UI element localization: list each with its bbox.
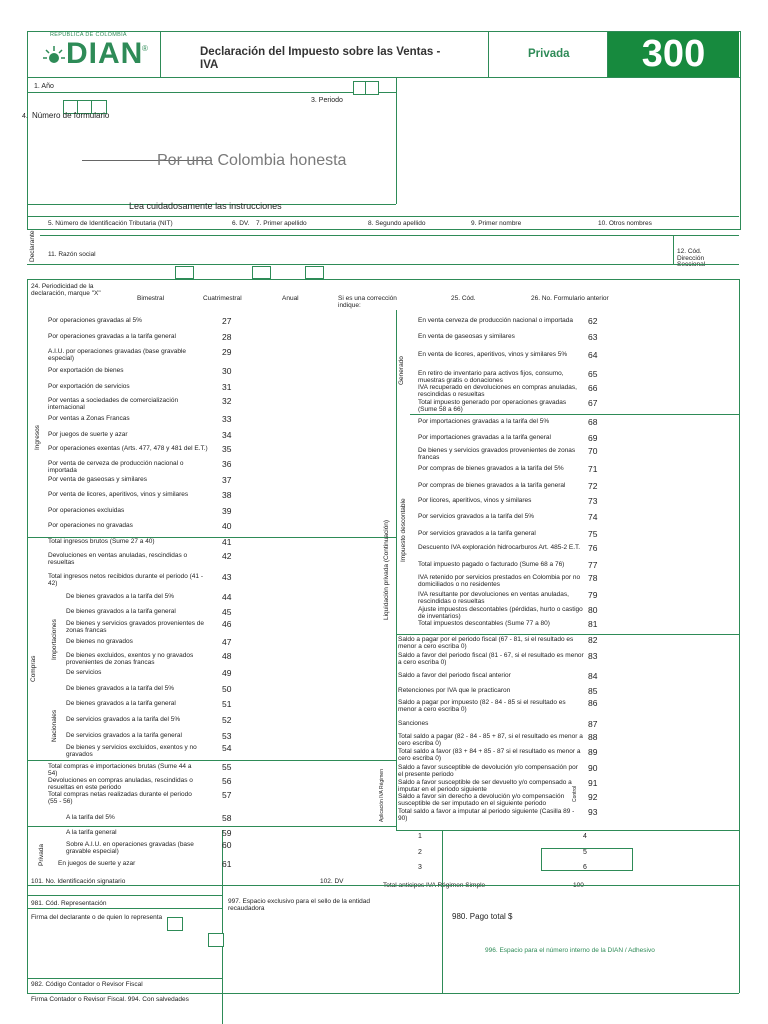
f980-label: 980. Pago total $	[452, 912, 513, 921]
ingresos-row-33-number: 33	[222, 414, 232, 424]
ingresos-row-43-label: Total ingresos netos recibidos durante el periodo (41 - 42)	[48, 573, 204, 587]
generado-row-65-label: En retiro de inventario para activos fijos, consumo, muestras gratis o donaciones	[418, 370, 564, 384]
saldos-row-87-label: Sanciones	[398, 720, 429, 727]
anio-box-2[interactable]	[365, 81, 379, 95]
num-form-prefix: 4.	[22, 113, 28, 120]
generado-row-62-label: En venta cerveza de producción nacional o importada	[418, 317, 574, 324]
saldos-row-88-number: 88	[588, 732, 598, 742]
saldos-row-86-number: 86	[588, 698, 598, 708]
privada-row-58-label: A la tarifa del 5%	[66, 814, 115, 821]
descontable-row-76-label: Descuento IVA exploración hidrocarburos Art. 485-2 E.T.	[418, 544, 581, 551]
lea-instrucciones: Lea cuidadosamente las instrucciones	[129, 201, 282, 211]
compras-row-50-label: De bienes gravados a la tarifa del 5%	[66, 685, 175, 692]
ingresos-row-28-label: Por operaciones gravadas a la tarifa general	[48, 333, 176, 340]
compras-row-52-label: De servicios gravados a la tarifa del 5%	[66, 716, 181, 723]
ingresos-row-40-number: 40	[222, 521, 232, 531]
aplicacion-side: Aplicación IVA Régimen	[379, 769, 385, 822]
saldos-row-89-number: 89	[588, 747, 598, 757]
regimen-4: 4	[583, 833, 587, 840]
firma-contador-label: Firma Contador o Revisor Fiscal. 994. Con salvedades	[31, 996, 189, 1003]
importaciones-side: Importaciones	[51, 619, 58, 660]
form-title	[200, 46, 440, 72]
liquidacion-side: Liquidación privada (Continuación)	[383, 519, 390, 620]
ingresos-row-41-number: 41	[222, 537, 232, 547]
num-100: 100	[573, 882, 584, 889]
generado-row-66-number: 66	[588, 383, 598, 393]
compras-row-47-label: De bienes no gravados	[66, 638, 133, 645]
regimen-5: 5	[583, 849, 587, 856]
compras-row-50-number: 50	[222, 684, 232, 694]
ingresos-row-33-label: Por ventas a Zonas Francas	[48, 415, 130, 422]
compras-row-57-label: Total compras netas realizadas durante el periodo (55 - 56)	[48, 791, 192, 805]
correccion-label: Si es una corrección indique:	[338, 295, 397, 309]
compras-row-57-number: 57	[222, 790, 232, 800]
form-anterior-label: 26. No. Formulario anterior	[531, 295, 609, 302]
periodo-label: 3. Periodo	[311, 97, 343, 104]
compras-row-55-label: Total compras e importaciones brutas (Sume 44 a 54)	[48, 763, 192, 777]
generado-row-67-number: 67	[588, 398, 598, 408]
descontable-row-81-label: Total impuestos descontables (Sume 77 a 80)	[418, 620, 550, 627]
descontable-row-68-label: Por importaciones gravadas a la tarifa del 5%	[418, 418, 550, 425]
saldos-row-87-number: 87	[588, 719, 598, 729]
nit-label: 5. Número de Identificación Tributaria (NIT)	[48, 220, 173, 227]
compras-row-51-number: 51	[222, 699, 232, 709]
ingresos-side: Ingresos	[34, 425, 41, 450]
descontable-row-73-label: Por licores, aperitivos, vinos y similares	[418, 497, 532, 504]
saldos-row-93-number: 93	[588, 807, 598, 817]
num-form-label: Número de formulario	[32, 111, 110, 120]
descontable-row-75-number: 75	[588, 529, 598, 539]
ingresos-row-35-number: 35	[222, 444, 232, 454]
ingresos-row-43-number: 43	[222, 572, 232, 582]
regimen-2: 2	[418, 849, 422, 856]
f997-label: 997. Espacio exclusivo para el sello de la entidad recaudadora	[228, 898, 371, 912]
compras-row-55-number: 55	[222, 762, 232, 772]
ingresos-row-31-number: 31	[222, 382, 232, 392]
saldos-row-82-label: Saldo a pagar por el periodo fiscal (67 - 81, si el resultado es menor a cero escriba 0)	[398, 636, 574, 650]
control-side: Control	[572, 785, 578, 802]
ingresos-row-32-number: 32	[222, 396, 232, 406]
descontable-row-72-number: 72	[588, 481, 598, 491]
primer-apellido-label: 7. Primer apellido	[256, 220, 307, 227]
segundo-apellido-label: 8. Segundo apellido	[368, 220, 426, 227]
descontable-row-81-number: 81	[588, 619, 598, 629]
saldos-row-85-label: Retenciones por IVA que le practicaron	[398, 687, 511, 694]
saldos-row-90-number: 90	[588, 763, 598, 773]
ingresos-row-42-number: 42	[222, 551, 232, 561]
slogan: Por una Colombia honesta	[157, 152, 347, 169]
ingresos-row-36-label: Por venta de cerveza de producción nacional o importada	[48, 460, 184, 474]
compras-row-48-number: 48	[222, 651, 232, 661]
f981-label: 981. Cód. Representación	[31, 900, 107, 907]
total-anticipos: Total anticipos IVA Régimen Simple	[383, 882, 486, 889]
ingresos-row-36-number: 36	[222, 459, 232, 469]
descontable-row-80-number: 80	[588, 605, 598, 615]
compras-row-54-number: 54	[222, 743, 232, 753]
f996-label: 996. Espacio para el número interno de la DIAN / Adhesivo	[485, 947, 655, 954]
declarante-box-3[interactable]	[305, 266, 324, 279]
descontable-row-79-label: IVA resultante por devoluciones en ventas anuladas, rescindidas o resueltas	[418, 591, 569, 605]
saldos-row-84-number: 84	[588, 671, 598, 681]
generado-row-67-label: Total impuesto generado por operaciones gravadas (Sume 58 a 66)	[418, 399, 567, 413]
declarante-side: Declarante	[29, 230, 36, 262]
ingresos-row-34-number: 34	[222, 430, 232, 440]
declarante-box-2[interactable]	[252, 266, 271, 279]
generado-row-63-number: 63	[588, 332, 598, 342]
descontable-row-71-label: Por compras de bienes gravados a la tarifa del 5%	[418, 465, 564, 472]
anual-label: Anual	[282, 295, 299, 302]
cod-label: 25. Cód.	[451, 295, 476, 302]
saldos-row-83-number: 83	[588, 651, 598, 661]
compras-row-52-number: 52	[222, 715, 232, 725]
firma-label: Firma del declarante o de quien lo representa	[31, 914, 163, 921]
saldos-row-85-number: 85	[588, 686, 598, 696]
ingresos-row-38-number: 38	[222, 490, 232, 500]
firma-box-1[interactable]	[167, 917, 183, 931]
saldos-row-91-number: 91	[588, 778, 598, 788]
ingresos-row-39-label: Por operaciones excluidas	[48, 507, 125, 514]
regimen-3: 3	[418, 864, 422, 871]
privada-row-60-label: Sobre A.I.U. en operaciones gravadas (base gravable especial)	[66, 841, 194, 855]
saldos-row-89-label: Total saldo a favor (83 + 84 + 85 - 87 si el resultado es menor a cero escriba 0)	[398, 748, 581, 762]
compras-row-46-number: 46	[222, 619, 232, 629]
compras-row-51-label: De bienes gravados a la tarifa general	[66, 700, 176, 707]
descontable-row-74-number: 74	[588, 512, 598, 522]
ingresos-row-27-label: Por operaciones gravadas al 5%	[48, 317, 142, 324]
compras-row-46-label: De bienes y servicios gravados provenientes de zonas francas	[66, 620, 205, 634]
privada-row-61-number: 61	[222, 859, 232, 869]
ingresos-row-31-label: Por exportación de servicios	[48, 383, 130, 390]
descontable-row-77-number: 77	[588, 560, 598, 570]
generado-row-65-number: 65	[588, 369, 598, 379]
compras-side: Compras	[30, 655, 37, 682]
ingresos-row-38-label: Por venta de licores, aperitivos, vinos y similares	[48, 491, 189, 498]
compras-row-45-label: De bienes gravados a la tarifa general	[66, 608, 176, 615]
descontable-row-68-number: 68	[588, 417, 598, 427]
dian-logo	[40, 32, 155, 76]
form-title-line1: Declaración del Impuesto sobre las Ventas -	[200, 46, 441, 58]
saldos-row-92-number: 92	[588, 792, 598, 802]
descontable-row-73-number: 73	[588, 496, 598, 506]
descontable-row-69-label: Por importaciones gravadas a la tarifa general	[418, 434, 551, 441]
ingresos-row-34-label: Por juegos de suerte y azar	[48, 431, 128, 438]
compras-row-47-number: 47	[222, 637, 232, 647]
cuatrimestral-label: Cuatrimestral	[203, 295, 242, 302]
saldos-row-90-label: Saldo a favor susceptible de devolución y/o compensación por el presente periodo	[398, 764, 578, 778]
cod-direccion-label: 12. Cód. Dirección Seccional	[677, 248, 706, 268]
descontable-row-70-number: 70	[588, 446, 598, 456]
privada-row-60-number: 60	[222, 840, 232, 850]
saldos-row-92-label: Saldo a favor sin derecho a devolución y/o compensación susceptible de ser imputado en el siguiente periodo	[398, 793, 565, 807]
privada-label: Privada	[528, 48, 570, 60]
periodicidad-label: 24. Periodicidad de la declaración, marque "X"	[31, 283, 101, 297]
logo-republica: REPUBLICA DE COLOMBIA	[50, 32, 127, 38]
descontable-row-76-number: 76	[588, 543, 598, 553]
generado-side: Generado	[398, 356, 405, 385]
generado-row-66-label: IVA recuperado en devoluciones en compras anuladas, rescindidas o resueltas	[418, 384, 577, 398]
descontable-row-78-number: 78	[588, 573, 598, 583]
firma-box-2[interactable]	[208, 933, 224, 947]
ingresos-row-37-number: 37	[222, 475, 232, 485]
privada-side: Privada	[38, 843, 45, 866]
ingresos-row-27-number: 27	[222, 316, 232, 326]
compras-row-44-label: De bienes gravados a la tarifa del 5%	[66, 593, 175, 600]
ingresos-row-32-label: Por ventas a sociedades de comercialización internacional	[48, 397, 179, 411]
compras-row-56-label: Devoluciones en compras anuladas, rescindidas o resueltas en este periodo	[48, 777, 193, 791]
logo-text: DIAN	[66, 37, 144, 70]
saldos-row-91-label: Saldo a favor susceptible de ser devuelto y/o compensado a imputar en el periodo siguiente	[398, 779, 572, 793]
anio-label: 1. Año	[34, 83, 54, 90]
ingresos-row-39-number: 39	[222, 506, 232, 516]
generado-row-63-label: En venta de gaseosas y similares	[418, 333, 515, 340]
privada-row-59-number: 59	[222, 828, 232, 838]
compras-row-49-number: 49	[222, 668, 232, 678]
descontable-row-78-label: IVA retenido por servicios prestados en Colombia por no domiciliados o no residentes	[418, 574, 581, 588]
descontable-row-72-label: Por compras de bienes gravados a la tarifa general	[418, 482, 566, 489]
descontable-row-77-label: Total impuesto pagado o facturado (Sume 68 a 76)	[418, 561, 565, 568]
regimen-1: 1	[418, 833, 422, 840]
f102-label: 102. DV	[320, 878, 344, 885]
bimestral-label: Bimestral	[137, 295, 165, 302]
generado-row-64-number: 64	[588, 350, 598, 360]
descontable-row-74-label: Por servicios gravados a la tarifa del 5%	[418, 513, 534, 520]
primer-nombre-label: 9. Primer nombre	[471, 220, 522, 227]
logo-registered: ®	[142, 44, 148, 53]
ingresos-row-41-label: Total ingresos brutos (Sume 27 a 40)	[48, 538, 155, 545]
form-number: 300	[641, 33, 706, 75]
privada-row-58-number: 58	[222, 813, 232, 823]
dv-label: 6. DV.	[232, 220, 250, 227]
descontable-row-75-label: Por servicios gravados a la tarifa general	[418, 530, 536, 537]
ingresos-row-28-number: 28	[222, 332, 232, 342]
descontable-row-69-number: 69	[588, 433, 598, 443]
compras-row-54-label: De bienes y servicios excluidos, exentos y no gravados	[66, 744, 197, 758]
ingresos-row-29-number: 29	[222, 347, 232, 357]
f982-label: 982. Código Contador o Revisor Fiscal	[31, 981, 143, 988]
regimen-6: 6	[583, 864, 587, 871]
razon-social-label: 11. Razón social	[48, 251, 96, 258]
descontable-row-71-number: 71	[588, 464, 598, 474]
generado-row-62-number: 62	[588, 316, 598, 326]
descontable-row-79-number: 79	[588, 590, 598, 600]
compras-row-48-label: De bienes excluidos, exentos y no gravados provenientes de zonas francas	[66, 652, 194, 666]
ingresos-row-29-label: A.I.U. por operaciones gravadas (base gravable especial)	[48, 348, 187, 362]
f101-label: 101. No. Identificación signatario	[31, 878, 126, 885]
otros-nombres-label: 10. Otros nombres	[598, 220, 652, 227]
privada-row-61-label: En juegos de suerte y azar	[58, 860, 136, 867]
generado-row-64-label: En venta de licores, aperitivos, vinos y similares 5%	[418, 351, 568, 358]
ingresos-row-37-label: Por venta de gaseosas y similares	[48, 476, 147, 483]
saldos-row-83-label: Saldo a favor del periodo fiscal (81 - 67, si el resultado es menor a cero escriba 0)	[398, 652, 584, 666]
privada-row-59-label: A la tarifa general	[66, 829, 117, 836]
compras-row-45-number: 45	[222, 607, 232, 617]
descontable-row-80-label: Ajuste impuestos descontables (pérdidas, hurto o castigo de inventarios)	[418, 606, 583, 620]
ingresos-row-42-label: Devoluciones en ventas anuladas, rescindidas o resueltas	[48, 552, 188, 566]
ingresos-row-30-label: Por exportación de bienes	[48, 367, 124, 374]
descontable-row-70-label: De bienes y servicios gravados provenientes de zonas francas	[418, 447, 576, 461]
ingresos-row-35-label: Por operaciones exentas (Arts. 477, 478 y 481 del E.T.)	[48, 445, 208, 452]
saldos-row-84-label: Saldo a favor del periodo fiscal anterior	[398, 672, 511, 679]
declarante-box-1[interactable]	[175, 266, 194, 279]
saldos-row-93-label: Total saldo a favor a imputar al periodo siguiente (Casilla 89 - 90)	[398, 808, 575, 822]
sun-icon	[42, 44, 66, 68]
regimen-box-5[interactable]	[541, 848, 633, 871]
saldos-row-88-label: Total saldo a pagar (82 - 84 - 85 + 87, si el resultado es menor a cero escriba 0)	[398, 733, 583, 747]
saldos-row-82-number: 82	[588, 635, 598, 645]
compras-row-49-label: De servicios	[66, 669, 102, 676]
ingresos-row-30-number: 30	[222, 366, 232, 376]
ingresos-row-40-label: Por operaciones no gravadas	[48, 522, 133, 529]
compras-row-44-number: 44	[222, 592, 232, 602]
compras-row-56-number: 56	[222, 776, 232, 786]
nacionales-side: Nacionales	[51, 709, 58, 742]
compras-row-53-number: 53	[222, 731, 232, 741]
form-title-line2: IVA	[200, 59, 219, 71]
descontable-side: Impuesto descontable	[400, 498, 407, 562]
compras-row-53-label: De servicios gravados a la tarifa general	[66, 732, 182, 739]
saldos-row-86-label: Saldo a pagar por impuesto (82 - 84 - 85 si el resultado es menor a cero escriba 0)	[398, 699, 566, 713]
